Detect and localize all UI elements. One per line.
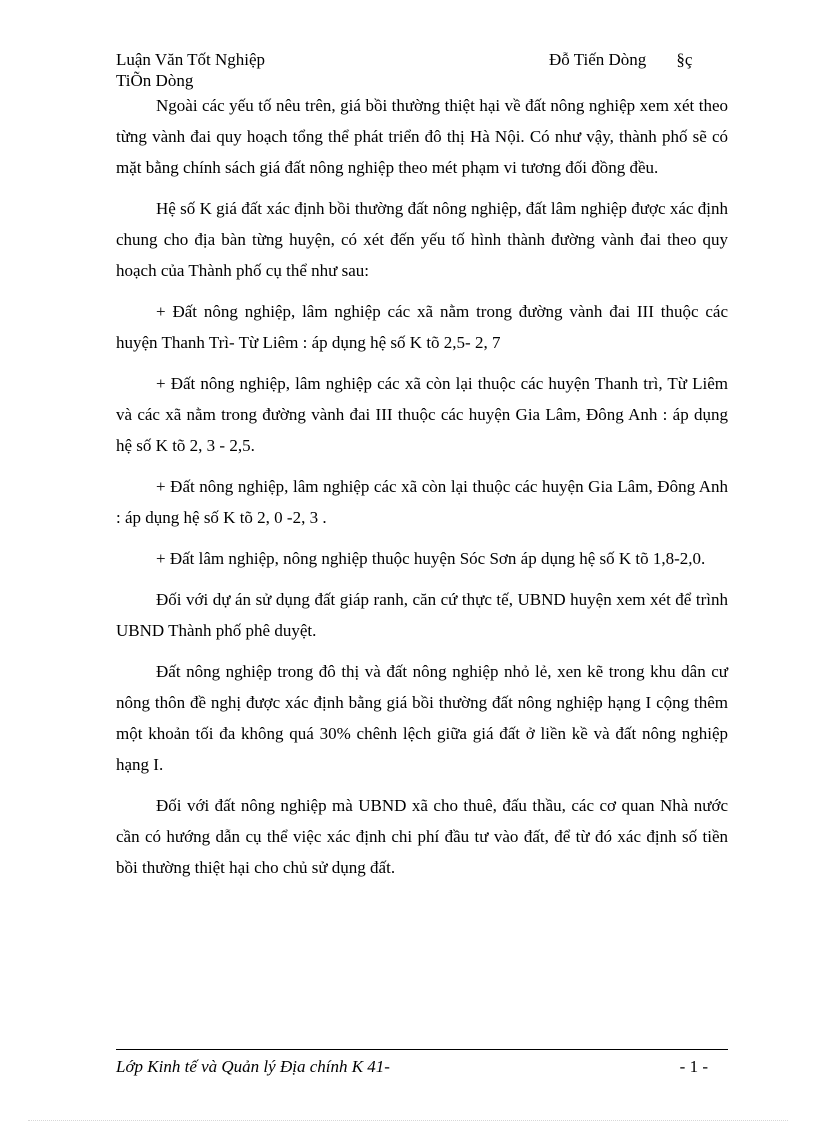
garbled-author-line: TiÕn Dòng xyxy=(116,71,194,90)
footer-divider xyxy=(116,1049,728,1050)
page-edge-divider xyxy=(28,1120,788,1121)
class-label: Lớp Kinh tế và Quản lý Địa chính K 41- xyxy=(116,1057,390,1076)
document-body xyxy=(116,90,728,893)
page-number: - 1 - xyxy=(679,1057,708,1076)
garbled-mark: §ç xyxy=(676,50,693,69)
paragraph: + Đất lâm nghiệp, nông nghiệp thuộc huyện Sóc Sơn áp dụng hệ số K tõ 1,8-2,0. xyxy=(156,549,706,568)
paragraph: Ngoài các yếu tố nêu trên, giá bồi thường thiệt hại về đất nông nghiệp xem xét theo từng vành đai quy hoạch tổng thể phát triển đô thị Hà Nội. Có như vậy, thành phố sẽ có mặt bằng chính sách giá đất nông nghiệp theo mét phạm vi tương đối đồng đều. xyxy=(116,96,728,177)
paragraph: Đất nông nghiệp trong đô thị và đất nông nghiệp nhỏ lẻ, xen kẽ trong khu dân cư nông thôn đề nghị được xác định bằng giá bồi thường đất nông nghiệp hạng I cộng thêm một khoản tối đa không quá 30% chênh lệch giữa giá đất ở liền kề và đất nông nghiệp hạng I. xyxy=(116,662,728,774)
author-name: Đỗ Tiến Dòng xyxy=(549,50,647,69)
author-block xyxy=(549,49,692,70)
paragraph: Hệ số K giá đất xác định bồi thường đất nông nghiệp, đất lâm nghiệp được xác định chung cho địa bàn từng huyện, có xét đến yếu tố hình thành đường vành đai theo quy hoạch của Thành phố cụ thể như sau: xyxy=(116,199,728,280)
paragraph: Đối với đất nông nghiệp mà UBND xã cho thuê, đấu thầu, các cơ quan Nhà nước cần có hướng dẫn cụ thể việc xác định chi phí đầu tư vào đất, để từ đó xác định số tiền bồi thường thiệt hại cho chủ sử dụng đất. xyxy=(116,796,728,877)
paragraph: + Đất nông nghiệp, lâm nghiệp các xã nằm trong đường vành đai III thuộc các huyện Thanh Trì- Từ Liêm : áp dụng hệ số K tõ 2,5- 2, 7 xyxy=(116,302,728,352)
thesis-title: Luận Văn Tốt Nghiệp xyxy=(116,50,266,69)
paragraph: + Đất nông nghiệp, lâm nghiệp các xã còn lại thuộc các huyện Thanh trì, Từ Liêm và các xã nằm trong đường vành đai III thuộc các huyện Gia Lâm, Đông Anh : áp dụng hệ số K tõ 2, 3 - 2,5. xyxy=(116,374,728,455)
paragraph: Đối với dự án sử dụng đất giáp ranh, căn cứ thực tế, UBND huyện xem xét để trình UBND Thành phố phê duyệt. xyxy=(116,590,728,640)
paragraph: + Đất nông nghiệp, lâm nghiệp các xã còn lại thuộc các huyện Gia Lâm, Đông Anh : áp dụng hệ số K tõ 2, 0 -2, 3 . xyxy=(116,477,728,527)
